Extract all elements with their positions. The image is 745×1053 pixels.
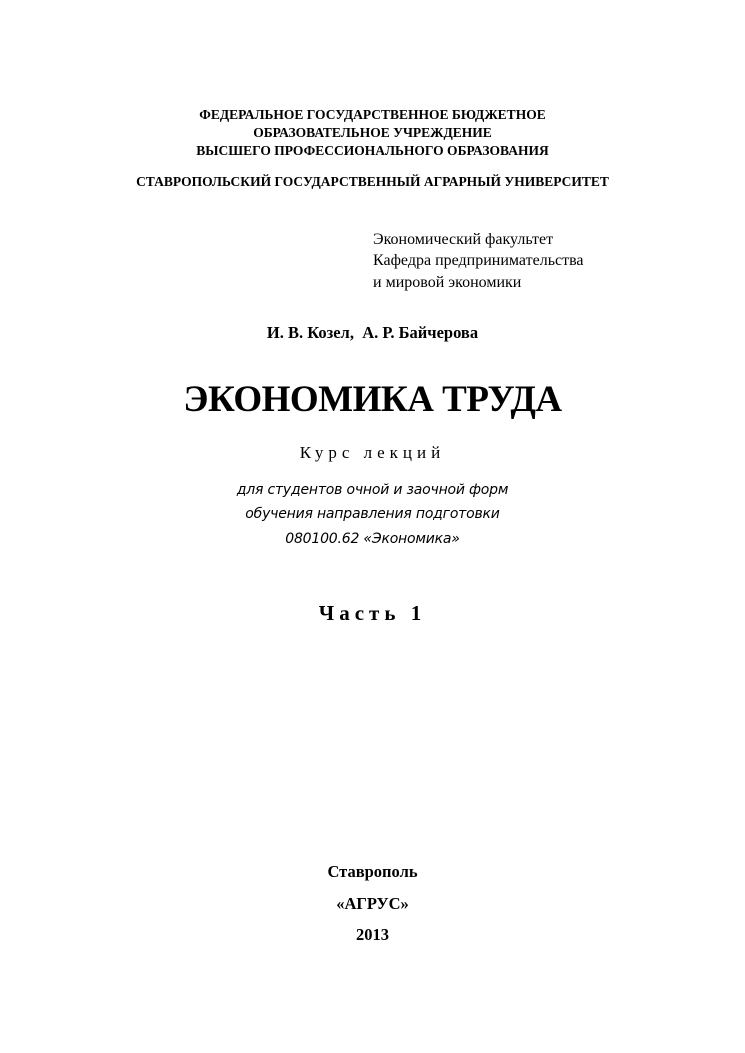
header-line-3: ВЫСШЕГО ПРОФЕССИОНАЛЬНОГО ОБРАЗОВАНИЯ xyxy=(196,143,549,158)
book-title: ЭКОНОМИКА ТРУДА xyxy=(183,379,562,420)
part-number: Часть 1 xyxy=(318,601,427,625)
faculty: Экономический факультет xyxy=(373,231,554,248)
header-line-2: ОБРАЗОВАТЕЛЬНОЕ УЧРЕЖДЕНИЕ xyxy=(253,125,492,140)
authors: И. В. Козел, А. Р. Байчерова xyxy=(266,323,479,342)
audience-line-2: обучения направления подготовки xyxy=(245,506,500,522)
imprint-city: Ставрополь xyxy=(327,862,418,881)
subtitle: Курс лекций xyxy=(299,443,446,462)
department-cont: и мировой экономики xyxy=(373,274,522,291)
header-line-1: ФЕДЕРАЛЬНОЕ ГОСУДАРСТВЕННОЕ БЮДЖЕТНОЕ xyxy=(199,107,546,122)
imprint-publisher: «АГРУС» xyxy=(336,894,409,913)
audience-line-1: для студентов очной и заочной форм xyxy=(236,482,509,498)
imprint-year: 2013 xyxy=(356,925,389,944)
university-name: СТАВРОПОЛЬСКИЙ ГОСУДАРСТВЕННЫЙ АГРАРНЫЙ УНИВЕРСИТЕТ xyxy=(136,174,609,189)
department: Кафедра предпринимательства xyxy=(373,252,584,269)
audience-line-3: 080100.62 «Экономика» xyxy=(285,531,460,547)
